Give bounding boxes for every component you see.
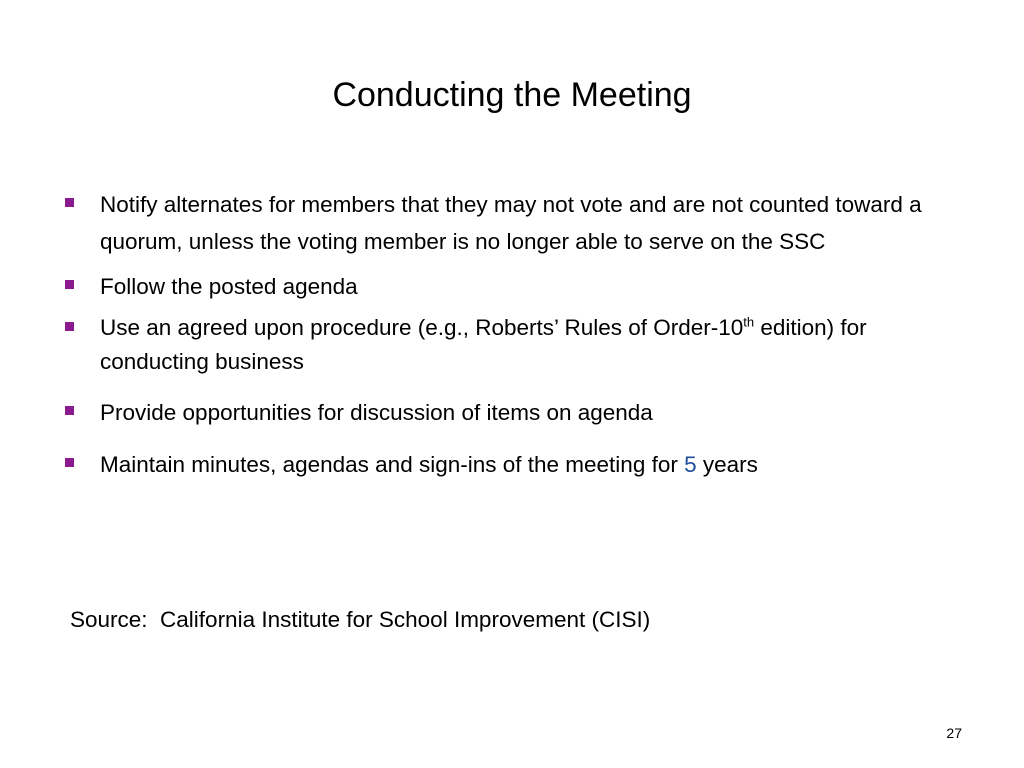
bullet-text: Provide opportunities for discussion of items on agenda (100, 400, 653, 425)
bullet-item-maintain-minutes (62, 446, 962, 483)
bullet-item-notify-alternates (62, 186, 962, 260)
source-citation: Source: California Institute for School Improvement (CISI) (70, 607, 651, 632)
square-bullet-icon (65, 198, 74, 207)
bullet-text-after: years (696, 452, 758, 477)
bullet-text-before: Use an agreed upon procedure (e.g., Roberts’ Rules of Order-10 (100, 315, 744, 340)
bullet-text-after: edition) for conducting business (100, 315, 867, 374)
page-number: 27 (946, 725, 962, 741)
bullet-text-before: Maintain minutes, agendas and sign-ins of the meeting for (100, 452, 685, 477)
slide-title: Conducting the Meeting (332, 76, 692, 114)
bullet-list (62, 186, 962, 483)
bullet-text: Notify alternates for members that they may not vote and are not counted toward a quorum, unless the voting member is no longer able to serve on the SSC (100, 192, 922, 254)
square-bullet-icon (65, 280, 74, 289)
square-bullet-icon (65, 406, 74, 415)
ordinal-superscript: th (743, 314, 755, 330)
square-bullet-icon (65, 458, 74, 467)
bullet-item-agreed-procedure (62, 311, 962, 379)
bullet-item-follow-agenda (62, 268, 962, 305)
highlighted-number: 5 (684, 452, 697, 477)
square-bullet-icon (65, 322, 74, 331)
bullet-text: Follow the posted agenda (100, 274, 358, 299)
bullet-item-discussion (62, 394, 962, 431)
